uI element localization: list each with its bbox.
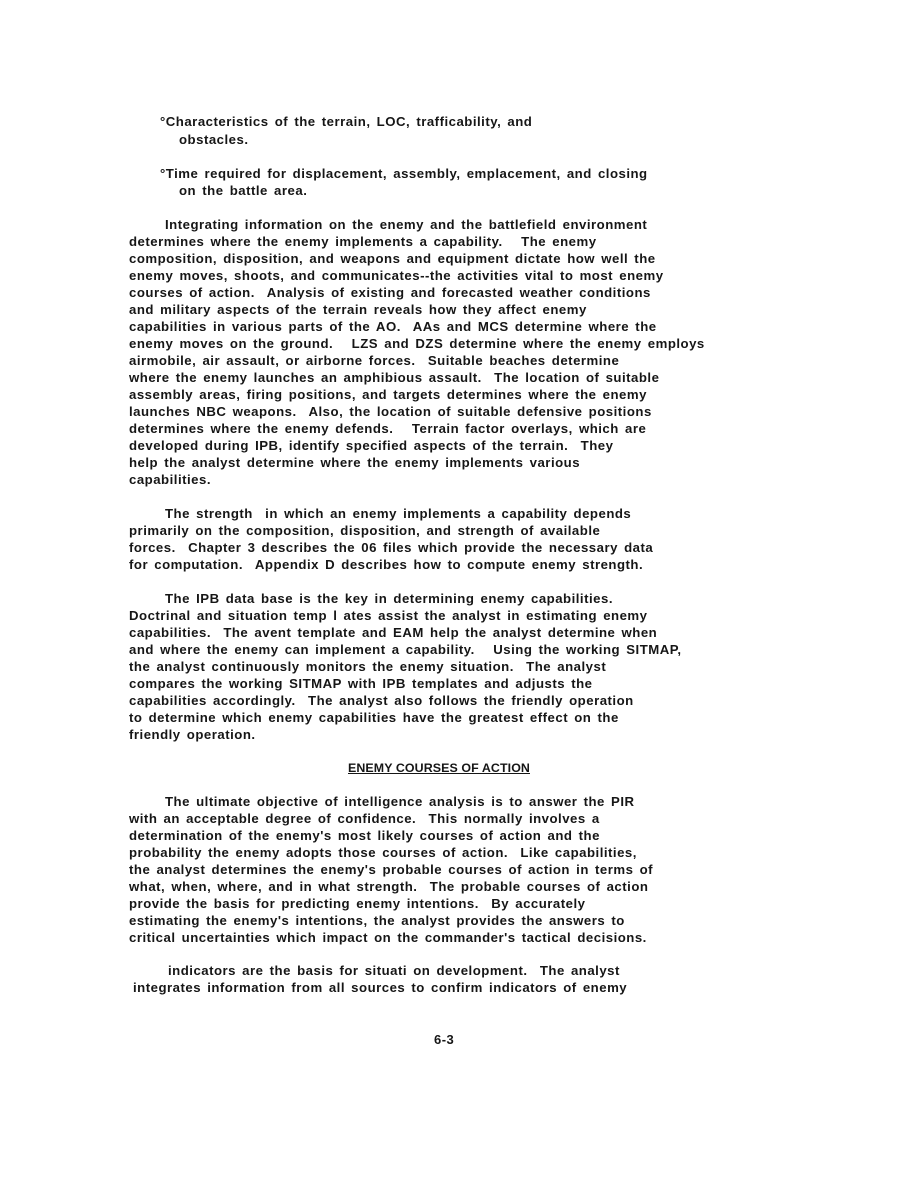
bullet-time-line-2: on the battle area. (179, 183, 308, 198)
paragraph-line: The strength in which an enemy implements a capability depends (165, 506, 632, 521)
paragraph-line: determines where the enemy implements a capability. The enemy (129, 234, 597, 249)
paragraph-line: and where the enemy can implement a capability. Using the working SITMAP, (129, 642, 682, 657)
paragraph-line: The ultimate objective of intelligence analysis is to answer the PIR (165, 794, 635, 809)
paragraph-line: probability the enemy adopts those courses of action. Like capabilities, (129, 845, 637, 860)
paragraph-line: what, when, where, and in what strength. The probable courses of action (129, 879, 649, 894)
page-number: 6-3 (434, 1032, 455, 1047)
paragraph-line: indicators are the basis for situati on development. The analyst (168, 963, 620, 978)
paragraph-line: enemy moves on the ground. LZS and DZS determine where the enemy employs (129, 336, 705, 351)
paragraph-line: primarily on the composition, disposition, and strength of available (129, 523, 601, 538)
paragraph-line: assembly areas, firing positions, and targets determines where the enemy (129, 387, 647, 402)
bullet-time-line-1: °Time required for displacement, assembly, emplacement, and closing (160, 166, 648, 181)
paragraph-line: capabilities accordingly. The analyst also follows the friendly operation (129, 693, 634, 708)
paragraph-line: critical uncertainties which impact on the commander's tactical decisions. (129, 930, 647, 945)
paragraph-line: provide the basis for predicting enemy intentions. By accurately (129, 896, 586, 911)
paragraph-line: estimating the enemy's intentions, the analyst provides the answers to (129, 913, 625, 928)
paragraph-line: determines where the enemy defends. Terrain factor overlays, which are (129, 421, 647, 436)
paragraph-line: developed during IPB, identify specified aspects of the terrain. They (129, 438, 614, 453)
paragraph-line: capabilities in various parts of the AO. AAs and MCS determine where the (129, 319, 657, 334)
paragraph-line: enemy moves, shoots, and communicates--the activities vital to most enemy (129, 268, 664, 283)
paragraph-line: composition, disposition, and weapons and equipment dictate how well the (129, 251, 656, 266)
paragraph-line: where the enemy launches an amphibious assault. The location of suitable (129, 370, 660, 385)
paragraph-line: help the analyst determine where the enemy implements various (129, 455, 581, 470)
paragraph-line: for computation. Appendix D describes how to compute enemy strength. (129, 557, 644, 572)
bullet-terrain-line-2: obstacles. (179, 132, 249, 147)
paragraph-line: courses of action. Analysis of existing and forecasted weather conditions (129, 285, 651, 300)
paragraph-line: and military aspects of the terrain reveals how they affect enemy (129, 302, 587, 317)
paragraph-line: integrates information from all sources to confirm indicators of enemy (133, 980, 628, 995)
paragraph-line: The IPB data base is the key in determining enemy capabilities. (165, 591, 613, 606)
paragraph-line: launches NBC weapons. Also, the location of suitable defensive positions (129, 404, 652, 419)
bullet-terrain-line-1: °Characteristics of the terrain, LOC, trafficability, and (160, 114, 533, 129)
paragraph-line: the analyst continuously monitors the enemy situation. The analyst (129, 659, 607, 674)
paragraph-line: compares the working SITMAP with IPB templates and adjusts the (129, 676, 593, 691)
paragraph-line: Doctrinal and situation temp l ates assist the analyst in estimating enemy (129, 608, 648, 623)
paragraph-line: capabilities. The avent template and EAM help the analyst determine when (129, 625, 658, 640)
paragraph-line: airmobile, air assault, or airborne forces. Suitable beaches determine (129, 353, 620, 368)
paragraph-line: with an acceptable degree of confidence. This normally involves a (129, 811, 600, 826)
paragraph-line: forces. Chapter 3 describes the 06 files which provide the necessary data (129, 540, 654, 555)
paragraph-line: friendly operation. (129, 727, 256, 742)
paragraph-line: the analyst determines the enemy's probable courses of action in terms of (129, 862, 654, 877)
paragraph-line: Integrating information on the enemy and the battlefield environment (165, 217, 648, 232)
section-heading: ENEMY COURSES OF ACTION (348, 761, 530, 775)
paragraph-line: determination of the enemy's most likely courses of action and the (129, 828, 600, 843)
paragraph-line: to determine which enemy capabilities have the greatest effect on the (129, 710, 619, 725)
paragraph-line: capabilities. (129, 472, 211, 487)
